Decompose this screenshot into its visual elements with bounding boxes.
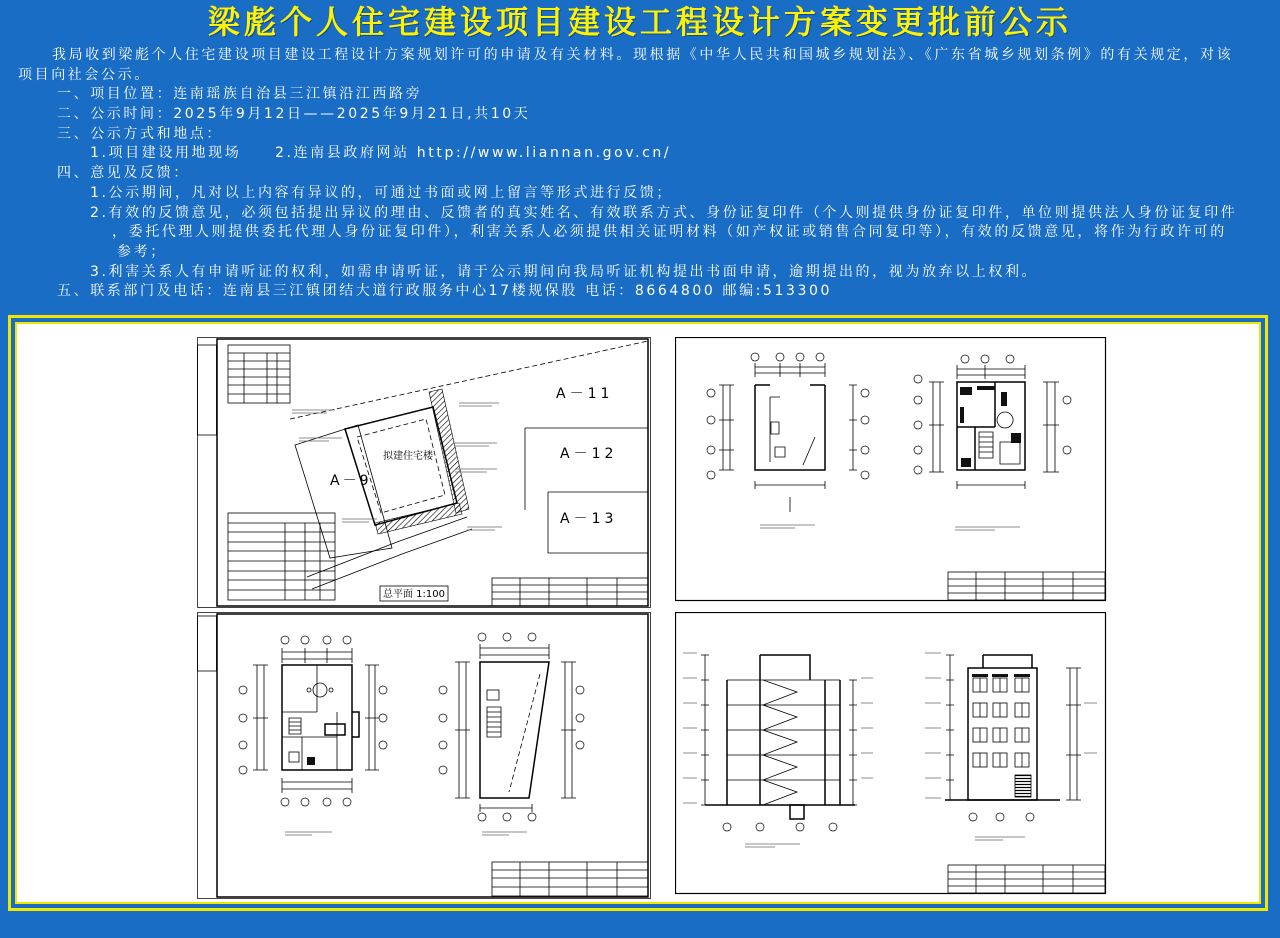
notice-title: 梁彪个人住宅建设项目建设工程设计方案变更批前公示 xyxy=(207,3,1072,41)
feedback-item-3-text: 3.利害关系人有申请听证的权利，如需申请听证，请于公示期间向我局听证机构提出书面申请，逾期提出的，视为放弃以上权利。 xyxy=(90,263,1039,280)
notice-body xyxy=(0,46,1280,302)
method-heading-text: 三、公示方式和地点： xyxy=(57,125,223,142)
feedback-item-1 xyxy=(0,184,1280,204)
contact-text: 五、联系部门及电话：连南县三江镇团结大道行政服务中心17楼规保股 电话：8664800 邮编:513300 xyxy=(57,283,833,300)
scale-label: 总平面 1:100 xyxy=(383,589,445,600)
lot-a13-label: A－13 xyxy=(560,511,618,527)
section-method-heading xyxy=(0,125,1280,145)
feedback-heading-text: 四、意见及反馈： xyxy=(57,165,190,182)
sheet-border xyxy=(198,338,651,608)
feedback-item-2-text-1: 2.有效的反馈意见，必须包括提出异议的理由、反馈者的真实姓名、有效联系方式、身份证复印件（个人则提供身份证复印件，单位则提供法人身份证复印件 xyxy=(90,204,1238,221)
feedback-item-2-line-1 xyxy=(0,204,1280,224)
floor-plans-drawing-2 xyxy=(197,612,652,900)
location-text: 一、项目位置：连南瑶族自治县三江镇沿江西路旁 xyxy=(57,86,423,103)
intro-text-1: 我局收到梁彪个人住宅建设项目建设工程设计方案规划许可的申请及有关材料。现根据《中华人民共和国城乡规划法》、《广东省城乡规划条例》的有关规定，对该 xyxy=(52,47,1234,63)
entrance-door xyxy=(1015,775,1031,797)
building-label: 拟建住宅楼 xyxy=(383,451,433,462)
intro-line-2 xyxy=(0,66,1280,86)
lot-a12-label: A－12 xyxy=(560,446,618,462)
intro-line-1 xyxy=(0,46,1280,66)
sheet-border xyxy=(198,613,651,899)
sheet-border xyxy=(676,338,1106,601)
section-elevation-drawing xyxy=(675,612,1107,895)
section-location xyxy=(0,85,1280,105)
section-contact xyxy=(0,282,1280,302)
sheet-border xyxy=(676,613,1106,894)
feedback-item-2-line-2 xyxy=(0,223,1280,243)
section-feedback-heading xyxy=(0,164,1280,184)
method-item-website: 2.连南县政府网站 http://www.liannan.gov.cn/ xyxy=(275,145,672,162)
lot-a11-label: A－11 xyxy=(556,386,614,402)
method-item-site: 1.项目建设用地现场 xyxy=(90,145,242,162)
feedback-item-1-text: 1.公示期间，凡对以上内容有异议的，可通过书面或网上留言等形式进行反馈； xyxy=(90,184,673,201)
feedback-item-2-text-3: 参考； xyxy=(117,243,167,260)
feedback-item-3 xyxy=(0,263,1280,283)
feedback-item-2-line-3 xyxy=(0,243,1280,263)
window-awnings xyxy=(972,674,1030,677)
period-text: 二、公示时间：2025年9月12日——2025年9月21日,共10天 xyxy=(57,106,531,123)
site-plan-drawing xyxy=(197,337,652,609)
lot-a9-label: A－9 xyxy=(330,473,372,489)
section-period xyxy=(0,105,1280,125)
section-method-items xyxy=(0,144,1280,164)
feedback-item-2-text-2: ，委托代理人则提供委托代理人身份证复印件），利害关系人必须提供相关证明材料（如产权证或销售合同复印等），有效的反馈意见，将作为行政许可的 xyxy=(112,224,1227,241)
intro-text-2: 项目向社会公示。 xyxy=(18,66,151,83)
floor-plans-drawing-1 xyxy=(675,337,1107,602)
